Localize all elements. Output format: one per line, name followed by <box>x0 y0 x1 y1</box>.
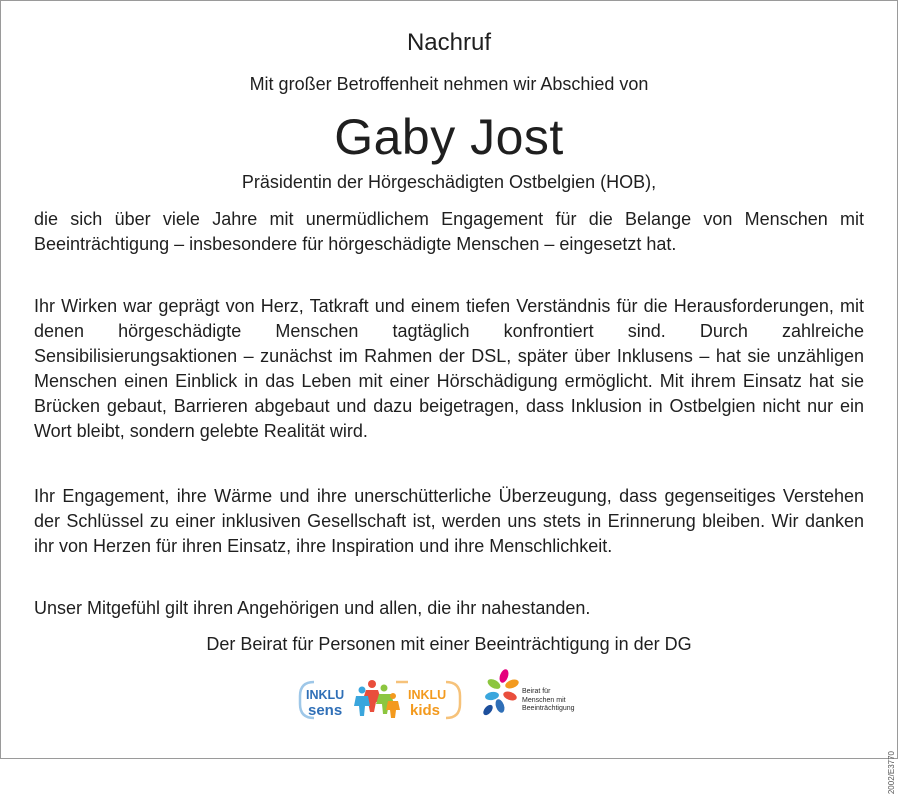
notice-heading: Nachruf <box>406 29 492 56</box>
inklukids-line1: INKLU <box>408 688 447 702</box>
paragraph-2: Ihr Wirken war geprägt von Herz, Tatkraft und einem tiefen Verständnis für die Herausforderungen, mit denen hörgeschädigte Menschen tagtäglich konfrontiert sind. Durch zahlreiche Sensibilisierungsaktionen – zunächst im Rahmen der DSL, später über Inklusens – hat sie unzähligen Menschen einen Einblick in das Leben mit einer Hörschädigung ermöglicht. Mit ihrem Einsatz hat sie Brücken gebaut, Barrieren abgebaut und dazu beigetragen, dass Inklusion in Ostbelgien nicht nur ein Wort bleibt, sondern gelebte Realität wird. <box>34 296 864 441</box>
paragraph-4: Unser Mitgefühl gilt ihren Angehörigen und allen, die ihr nahestanden. <box>34 598 591 618</box>
figures-icon <box>354 680 400 718</box>
beirat-petals-icon <box>480 666 524 728</box>
deceased-role: Präsidentin der Hörgeschädigten Ostbelgien (HOB), <box>241 172 657 192</box>
notice-intro: Mit großer Betroffenheit nehmen wir Abschied von <box>249 74 649 94</box>
inklusens-line1: INKLU <box>306 688 345 702</box>
paragraph-1: die sich über viele Jahre mit unermüdlichem Engagement für die Belange von Menschen mit Beeinträchtigung – insbesondere für hörgeschädigte Menschen – eingesetzt hat. <box>34 209 864 254</box>
beirat-logo-text <box>522 688 575 714</box>
paragraph-3: Ihr Engagement, ihre Wärme und ihre unerschütterliche Überzeugung, dass gegenseitiges Verstehen der Schlüssel zu einer inklusiven Gesellschaft ist, werden uns stets in Erinnerung bleiben. Wir danken ihr von Herzen für ihren Einsatz, ihre Inspiration und ihre Menschlichkeit. <box>34 486 864 556</box>
ad-code: 2002/E3770 <box>887 751 896 794</box>
beirat-logo <box>480 666 620 728</box>
inklukids-line2: kids <box>410 702 441 719</box>
notice-signature: Der Beirat für Personen mit einer Beeinträchtigung in der DG <box>206 634 692 654</box>
inklusens-inklukids-logo <box>296 672 466 728</box>
beirat-line2: Menschen mit <box>522 696 566 704</box>
inklusens-line2: sens <box>308 702 343 719</box>
inklu-logo-graphic <box>296 672 466 728</box>
deceased-name: Gaby Jost <box>334 109 564 165</box>
beirat-line1: Beirat für <box>522 688 551 695</box>
beirat-line3: Beeinträchtigung <box>522 705 575 712</box>
